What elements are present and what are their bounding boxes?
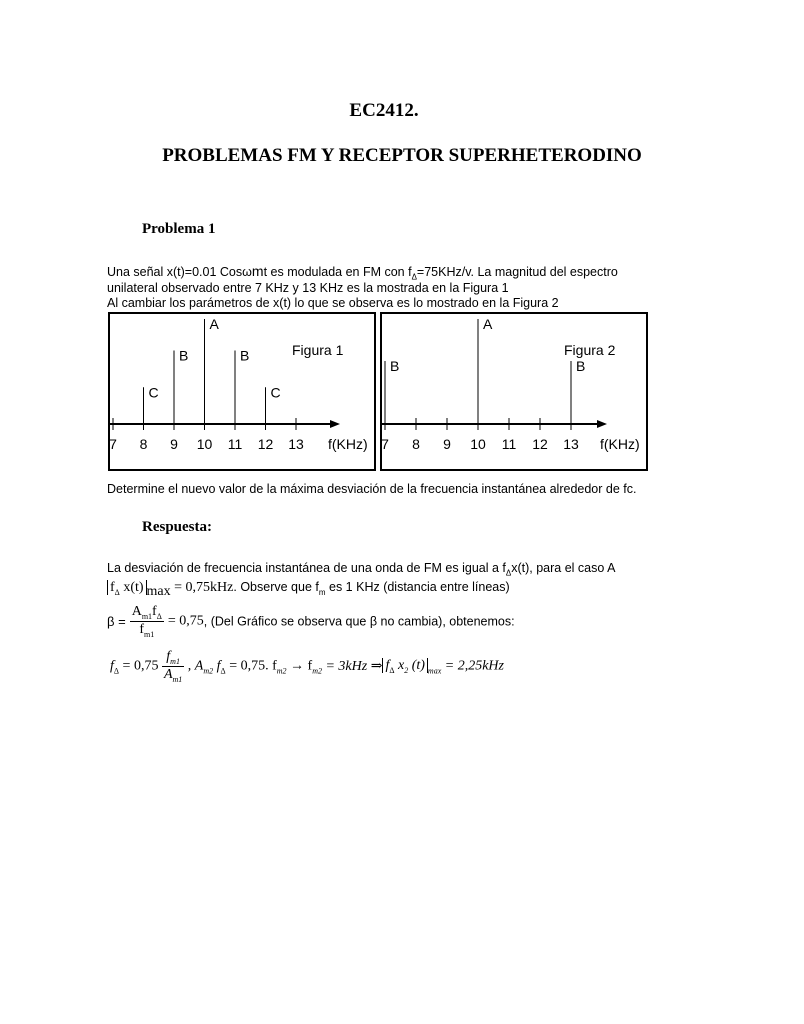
text-fragment: Δ [411, 272, 417, 282]
text-fragment: m [318, 588, 326, 598]
beta-fraction [130, 604, 164, 639]
text-fragment: es 1 KHz (distancia entre líneas) [325, 580, 510, 594]
spectral-line-label: C [270, 384, 281, 401]
text-fragment: x(t) [119, 580, 144, 595]
text-fragment: Δ [113, 666, 120, 676]
f-fraction [162, 649, 184, 684]
text-fragment: f [110, 658, 114, 674]
fraction-numerator [130, 604, 164, 622]
text-fragment: Una señal x(t)=0.01 Cosω [107, 265, 252, 279]
tick-label: 7 [381, 436, 389, 452]
tick-label: 12 [532, 436, 548, 452]
text-fragment: f [213, 658, 221, 674]
text-fragment: m1 [144, 629, 155, 639]
problem-statement-line3: Al cambiar los parámetros de x(t) lo que se observa es lo mostrado en la Figura 2 [107, 296, 559, 310]
tick-label: 8 [412, 436, 420, 452]
figure-caption: Figura 2 [564, 342, 616, 358]
text-fragment: f [139, 621, 144, 637]
text-fragment: β = [107, 613, 126, 629]
tick-label: 8 [139, 436, 148, 452]
tick-label: 10 [470, 436, 486, 452]
fraction-denominator [130, 622, 164, 639]
fraction-denominator [162, 667, 184, 684]
text-fragment: → f [286, 658, 313, 674]
tick-label: 12 [257, 436, 274, 452]
text-fragment: max [146, 584, 171, 600]
spectral-line-label: A [209, 316, 219, 332]
text-fragment: m2 [203, 666, 214, 676]
figure-2 [380, 312, 648, 471]
text-fragment: max [427, 666, 442, 676]
abs-expression [107, 580, 147, 595]
text-fragment: f [385, 657, 390, 673]
axis-label: f(KHz) [328, 436, 368, 452]
problem-statement-line2: unilateral observado entre 7 KHz y 13 KHz es la mostrada en la Figura 1 [107, 281, 509, 295]
text-fragment: = 0,75 [167, 613, 204, 629]
spectral-line-label: B [576, 358, 586, 374]
text-fragment: m1 [172, 674, 183, 684]
spectral-line-label: C [148, 384, 159, 401]
tick-label: 9 [170, 436, 178, 452]
text-fragment: f [110, 580, 115, 595]
equation-2 [107, 604, 515, 639]
figure-1-spectrum [110, 314, 374, 469]
text-fragment: = 0,75 [119, 658, 159, 674]
spectral-line-label: B [240, 347, 250, 364]
abs-expression [382, 658, 427, 673]
text-fragment: , (Del Gráfico se observa que β no cambia), obtenemos: [203, 614, 515, 629]
problem-statement-line1 [107, 263, 618, 282]
tick-label: 10 [196, 436, 213, 452]
figure-1 [108, 312, 376, 471]
tick-label: 9 [443, 436, 451, 452]
equation-3 [110, 649, 504, 684]
page-title: PROBLEMAS FM Y RECEPTOR SUPERHETERODINO [162, 145, 642, 166]
text-fragment: m2 [312, 666, 322, 676]
fraction-numerator [162, 649, 184, 667]
spectral-line-label: A [483, 316, 493, 332]
tick-label: 11 [501, 436, 517, 452]
text-fragment: =75KHz/v. La magnitud del espectro [416, 265, 618, 279]
text-fragment: 2 [404, 665, 409, 675]
answer-line1 [107, 561, 615, 578]
text-fragment: f [166, 649, 171, 664]
text-fragment: x(t), para el caso A [511, 561, 616, 575]
axis-label: f(KHz) [600, 436, 640, 452]
text-fragment: A [163, 666, 173, 682]
text-fragment: Δ [114, 587, 120, 597]
text-fragment: f [152, 604, 157, 619]
text-fragment: A [131, 604, 142, 619]
axis-arrow-icon [330, 420, 340, 428]
spectral-line-label: B [390, 358, 400, 374]
answer-heading: Respuesta: [142, 519, 212, 535]
text-fragment: x [394, 657, 405, 673]
text-fragment: . Observe que f [233, 580, 319, 594]
course-code: EC2412. [349, 100, 419, 121]
spectral-line-label: B [179, 347, 189, 364]
figure-2-spectrum [382, 314, 646, 469]
tick-label: 13 [288, 436, 304, 452]
text-fragment: m [251, 263, 264, 279]
text-fragment: , A [187, 658, 204, 674]
text-fragment: m1 [170, 656, 180, 666]
tick-label: 13 [563, 436, 579, 452]
text-fragment: Δ [220, 666, 226, 676]
text-fragment: = 3kHz ⇒ [321, 658, 383, 674]
text-fragment: m1 [141, 611, 153, 621]
text-fragment: = 2,25kHz [441, 658, 504, 674]
text-fragment: (t) [408, 657, 425, 673]
problem-heading: Problema 1 [142, 221, 216, 237]
text-fragment: = 0,75kHz [170, 580, 234, 595]
figure-caption: Figura 1 [292, 342, 344, 358]
text-fragment: = 0,75. f [225, 658, 277, 674]
axis-arrow-icon [597, 420, 607, 428]
text-fragment: Δ [505, 568, 512, 578]
problem-question: Determine el nuevo valor de la máxima desviación de la frecuencia instantánea alrededor de fc. [107, 482, 637, 496]
text-fragment: m2 [276, 666, 287, 676]
text-fragment: La desviación de frecuencia instantánea de una onda de FM es igual a f [107, 561, 506, 575]
tick-label: 7 [109, 436, 117, 452]
text-fragment: Δ [156, 611, 162, 621]
text-fragment: Δ [389, 665, 395, 675]
equation-1 [107, 578, 510, 600]
text-fragment: t es modulada en FM con f [263, 265, 412, 279]
tick-label: 11 [227, 436, 243, 452]
